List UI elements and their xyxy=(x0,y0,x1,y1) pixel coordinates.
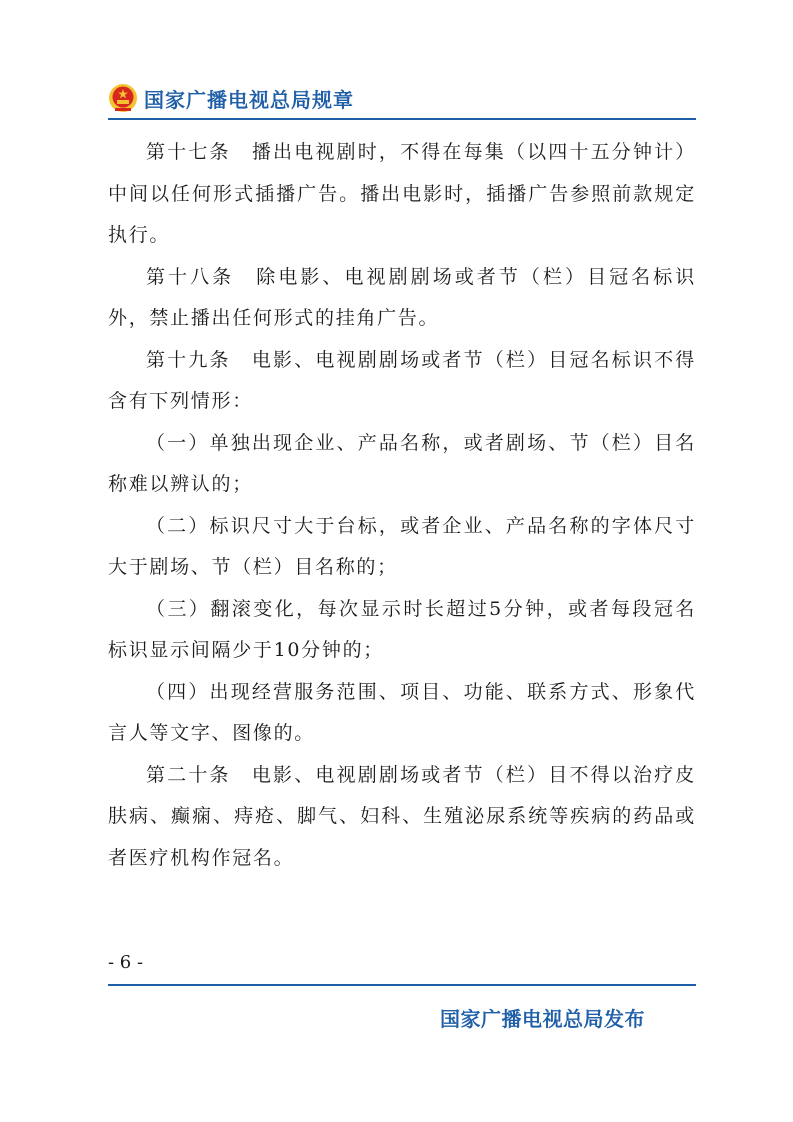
article-18: 第十八条 除电影、电视剧剧场或者节（栏）目冠名标识外，禁止播出任何形式的挂角广告。 xyxy=(108,265,696,329)
article-19-item-2: （二）标识尺寸大于台标，或者企业、产品名称的字体尺寸大于剧场、节（栏）目名称的； xyxy=(108,514,696,578)
article-17: 第十七条 播出电视剧时，不得在每集（以四十五分钟计）中间以任何形式插播广告。播出电影时，插播广告参照前款规定执行。 xyxy=(108,141,696,246)
article-19-item-4: （四）出现经营服务范围、项目、功能、联系方式、形象代言人等文字、图像的。 xyxy=(108,680,696,744)
footer-divider xyxy=(108,984,696,986)
header-title: 国家广播电视总局规章 xyxy=(144,87,354,112)
document-header xyxy=(108,78,354,118)
article-19: 第十九条 电影、电视剧剧场或者节（栏）目冠名标识不得含有下列情形： xyxy=(108,348,696,412)
national-emblem-icon xyxy=(108,83,138,113)
header-divider xyxy=(108,118,696,120)
page-number: - 6 - xyxy=(108,952,144,973)
article-20: 第二十条 电影、电视剧剧场或者节（栏）目不得以治疗皮肤病、癫痫、痔疮、脚气、妇科、生殖泌尿系统等疾病的药品或者医疗机构作冠名。 xyxy=(108,763,696,869)
article-19-item-3: （三）翻滚变化，每次显示时长超过5分钟，或者每段冠名标识显示间隔少于10分钟的； xyxy=(108,597,696,661)
document-body xyxy=(108,132,696,879)
footer-publisher: 国家广播电视总局发布 xyxy=(440,1007,645,1031)
article-19-item-1: （一）单独出现企业、产品名称，或者剧场、节（栏）目名称难以辨认的； xyxy=(108,431,696,495)
